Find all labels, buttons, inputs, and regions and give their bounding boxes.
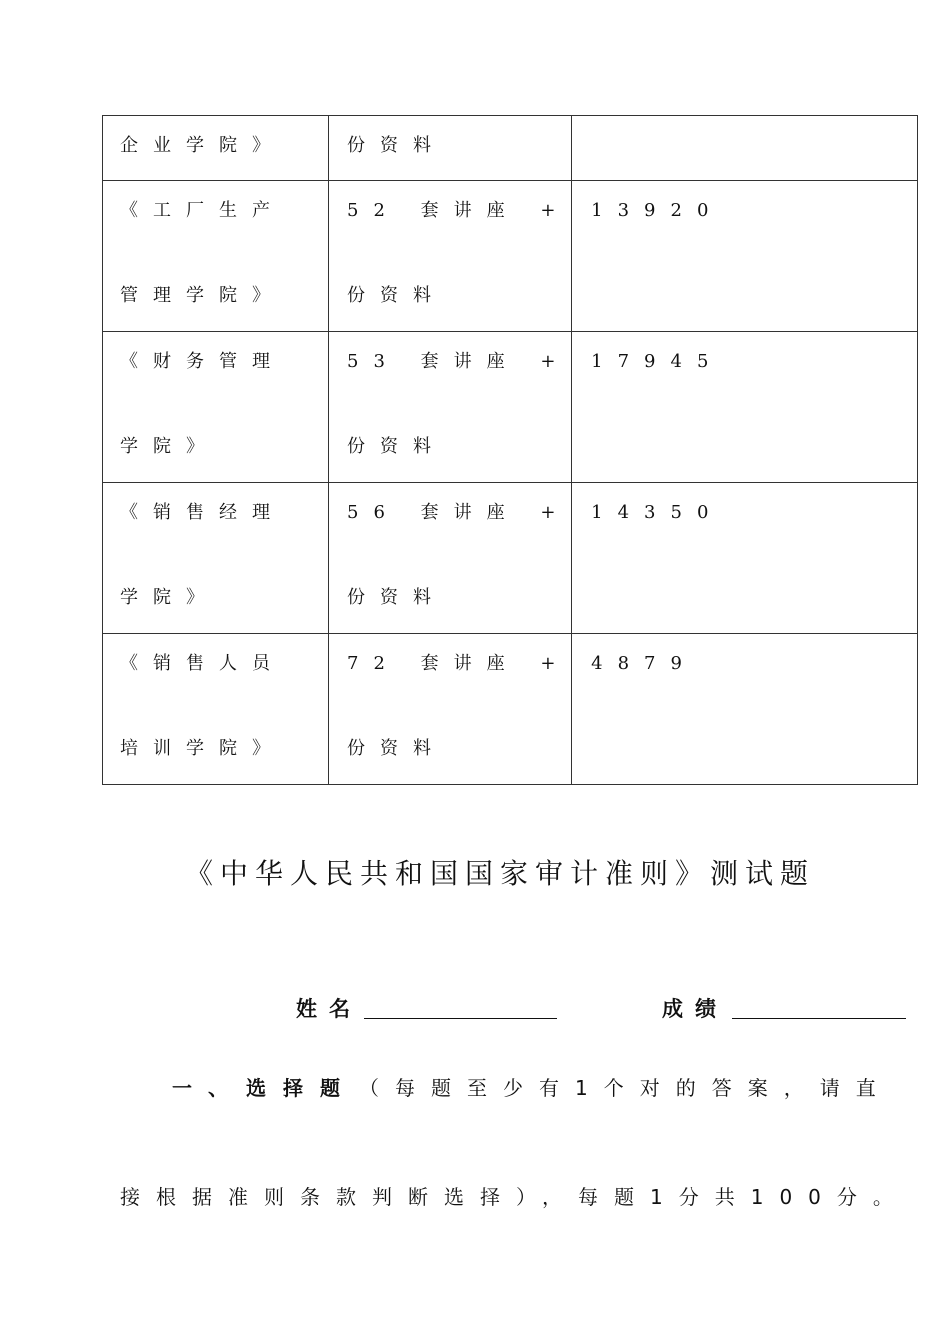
table-cell-content (329, 483, 724, 634)
cell-text: 72 套讲座 + 4879 (347, 653, 697, 674)
table-cell-course (103, 332, 329, 483)
course-catalog-table (102, 115, 918, 785)
name-field[interactable] (364, 1018, 557, 1019)
table-row (103, 483, 918, 634)
section-instructions-line2: 接根据准则条款判断选择），每题1分共100分。 (120, 1185, 909, 1209)
table-cell-course (103, 483, 329, 634)
section-number: 一、 (172, 1076, 244, 1100)
table-row (103, 332, 918, 483)
cell-text: 56 套讲座 + 14350 (347, 502, 724, 523)
section-heading (172, 1072, 892, 1101)
table-cell-content (329, 634, 697, 785)
document-title: 《中华人民共和国国家审计准则》测试题 (184, 857, 815, 890)
table-cell-course (103, 116, 329, 181)
name-label: 姓名 (296, 997, 362, 1021)
cell-text: 《工厂生产 (120, 200, 285, 221)
cell-text: 份资料 (347, 738, 446, 759)
table-row (103, 181, 918, 332)
table-cell-content (329, 116, 572, 181)
cell-text: 《销售经理 (120, 502, 285, 523)
table-cell-content (329, 332, 724, 483)
table-cell-course (103, 634, 329, 785)
table-cell-content (329, 181, 724, 332)
cell-text: 学院》 (120, 587, 219, 608)
score-label: 成绩 (662, 997, 728, 1021)
cell-text: 份资料 (347, 436, 446, 457)
score-field[interactable] (732, 1018, 906, 1019)
cell-text: 《财务管理 (120, 351, 285, 372)
cell-text: 学院》 (120, 436, 219, 457)
cell-text: 份资料 (347, 587, 446, 608)
cell-text: 份资料 (347, 135, 446, 156)
cell-text: 培训学院》 (120, 738, 285, 759)
section-instructions-line1: （每题至少有1个对的答案，请直 (359, 1076, 892, 1100)
cell-text: 《销售人员 (120, 653, 285, 674)
table-cell-course (103, 181, 329, 332)
cell-text: 份资料 (347, 285, 446, 306)
table-row (103, 116, 918, 181)
name-score-row (0, 993, 950, 1023)
table-row (103, 634, 918, 785)
cell-text: 企业学院》 (120, 135, 285, 156)
cell-text: 管理学院》 (120, 285, 285, 306)
cell-text: 53 套讲座 + 17945 (347, 351, 724, 372)
section-title: 选择题 (246, 1076, 357, 1100)
cell-text: 52 套讲座 + 13920 (347, 200, 724, 221)
table-cell-empty (572, 116, 918, 181)
